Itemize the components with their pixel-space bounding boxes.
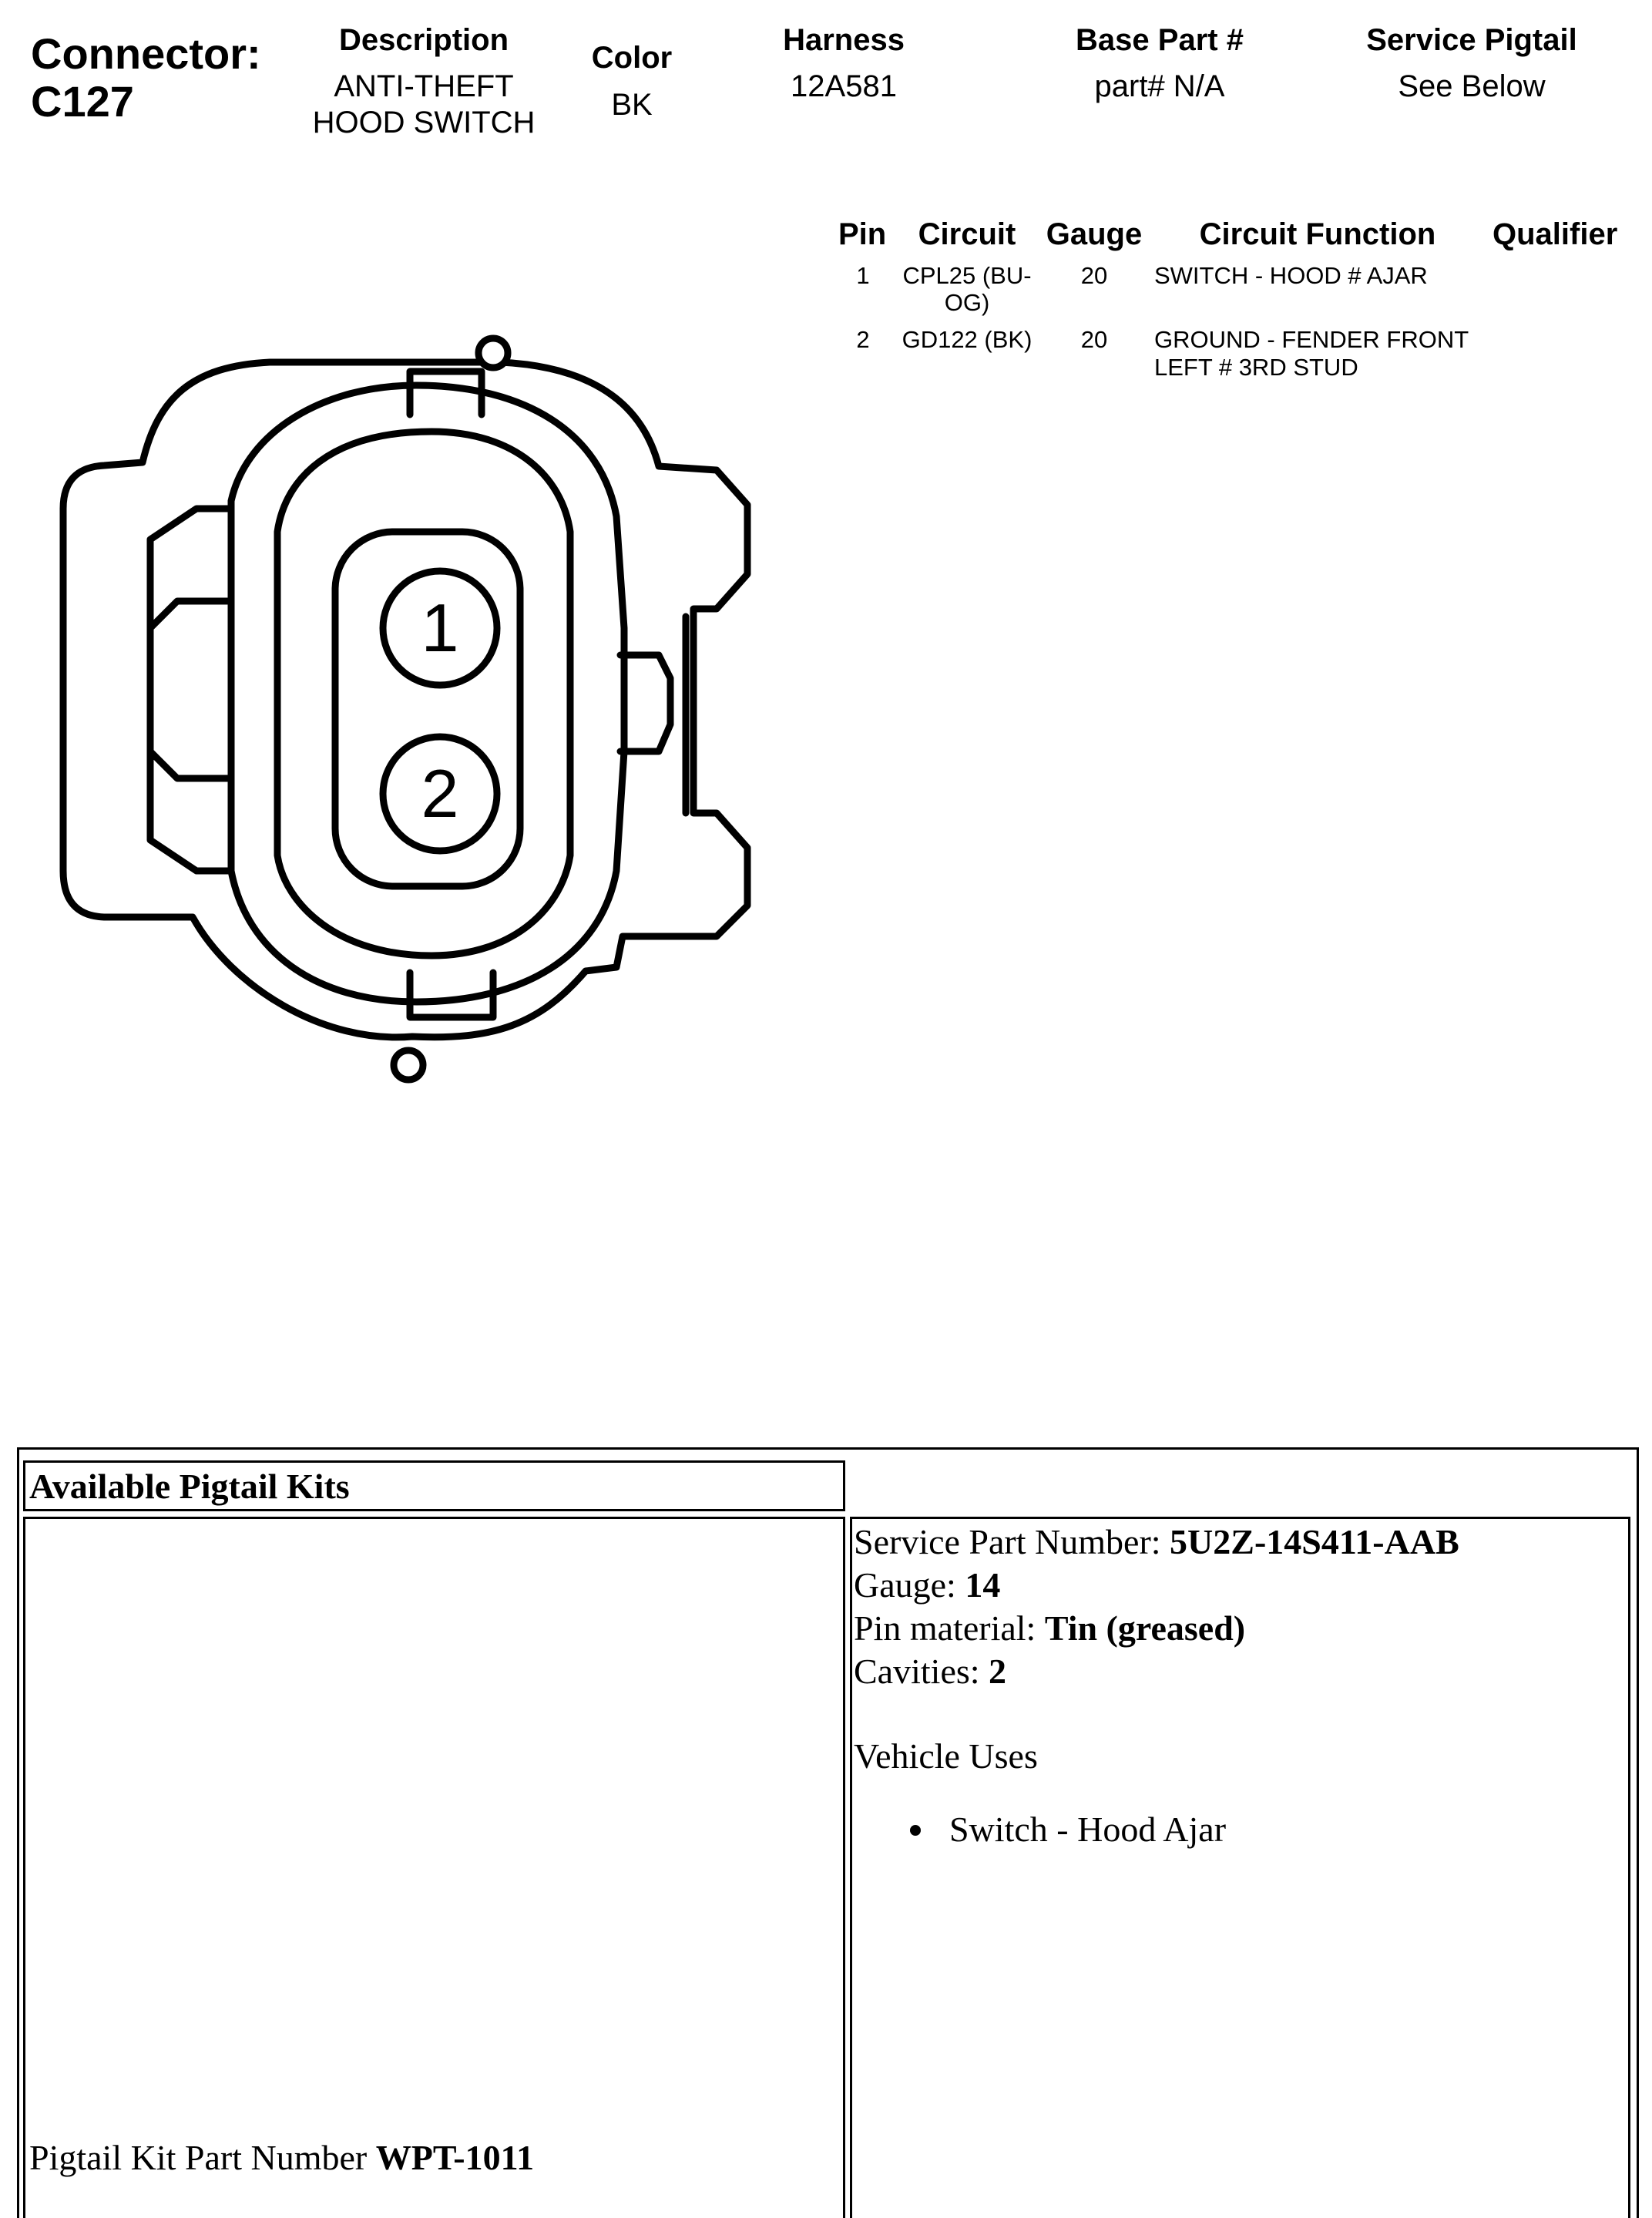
gauge-line bbox=[854, 1564, 1000, 1607]
pin-number: 2 bbox=[856, 326, 870, 353]
circuit-cell-cont: OG) bbox=[944, 289, 990, 316]
function-cell-cont: LEFT # 3RD STUD bbox=[1154, 354, 1358, 381]
service-pigtail-value: See Below bbox=[1398, 69, 1546, 103]
pin-material-line bbox=[854, 1607, 1245, 1650]
right-latch bbox=[620, 655, 670, 751]
pigtail-kit-cell bbox=[23, 1517, 845, 2218]
bottom-key-bump bbox=[394, 1050, 423, 1080]
kit-part-number bbox=[29, 2136, 534, 2179]
color-value: BK bbox=[611, 88, 653, 122]
description-line1: ANTI-THEFT bbox=[334, 69, 514, 103]
circuit-column-header: Circuit bbox=[918, 217, 1016, 251]
inner-ring bbox=[231, 385, 624, 1002]
function-cell: GROUND - FENDER FRONT bbox=[1154, 326, 1469, 353]
vehicle-use-item: Switch - Hood Ajar bbox=[949, 1810, 1227, 1849]
pin-cavity bbox=[335, 532, 520, 886]
pin-2-label: 2 bbox=[421, 755, 459, 832]
color-header: Color bbox=[591, 41, 673, 75]
connector-face-diagram bbox=[0, 308, 771, 1110]
circuit-cell: CPL25 (BU- bbox=[902, 262, 1032, 289]
connector-id: C127 bbox=[31, 77, 134, 126]
list-item bbox=[908, 1823, 923, 1838]
harness-header: Harness bbox=[783, 23, 905, 57]
gauge-label: Gauge: bbox=[854, 1565, 965, 1605]
connector-label: Connector: bbox=[31, 29, 261, 78]
pin-material-value: Tin (greased) bbox=[1044, 1608, 1246, 1648]
top-key-bump bbox=[478, 338, 508, 368]
pin-column-header: Pin bbox=[838, 217, 887, 251]
vehicle-uses-heading: Vehicle Uses bbox=[854, 1736, 1038, 1776]
gauge-column-header: Gauge bbox=[1046, 217, 1143, 251]
cavities-line bbox=[854, 1650, 1006, 1693]
gauge-cell: 20 bbox=[1080, 326, 1108, 353]
function-cell: SWITCH - HOOD # AJAR bbox=[1154, 262, 1428, 289]
pin-1-label: 1 bbox=[421, 590, 459, 666]
pin-material-label: Pin material: bbox=[854, 1608, 1045, 1648]
service-pigtail-header: Service Pigtail bbox=[1366, 23, 1577, 57]
bullet-icon bbox=[908, 1823, 923, 1838]
cavities-value: 2 bbox=[989, 1652, 1007, 1691]
service-part-label: Service Part Number: bbox=[854, 1522, 1170, 1561]
qualifier-column-header: Qualifier bbox=[1493, 217, 1618, 251]
kit-part-label: Pigtail Kit Part Number bbox=[29, 2138, 376, 2177]
kit-part-value: WPT-1011 bbox=[375, 2138, 535, 2177]
gauge-cell: 20 bbox=[1080, 262, 1108, 289]
description-line2: HOOD SWITCH bbox=[312, 106, 536, 139]
description-header: Description bbox=[338, 23, 509, 57]
harness-value: 12A581 bbox=[791, 69, 897, 103]
circuit-cell: GD122 (BK) bbox=[902, 326, 1032, 353]
left-latch bbox=[150, 509, 231, 871]
pigtail-title: Available Pigtail Kits bbox=[29, 1467, 350, 1506]
base-part-header: Base Part # bbox=[1076, 23, 1244, 57]
housing-outline bbox=[63, 362, 747, 1037]
gauge-value: 14 bbox=[965, 1565, 1001, 1605]
base-part-value: part# N/A bbox=[1094, 69, 1225, 103]
cavities-label: Cavities: bbox=[854, 1652, 989, 1691]
service-part-number bbox=[854, 1521, 1459, 1564]
pin-number: 1 bbox=[856, 262, 870, 289]
seal-ring bbox=[277, 432, 570, 956]
function-column-header: Circuit Function bbox=[1199, 217, 1436, 251]
service-part-value: 5U2Z-14S411-AAB bbox=[1170, 1522, 1459, 1561]
